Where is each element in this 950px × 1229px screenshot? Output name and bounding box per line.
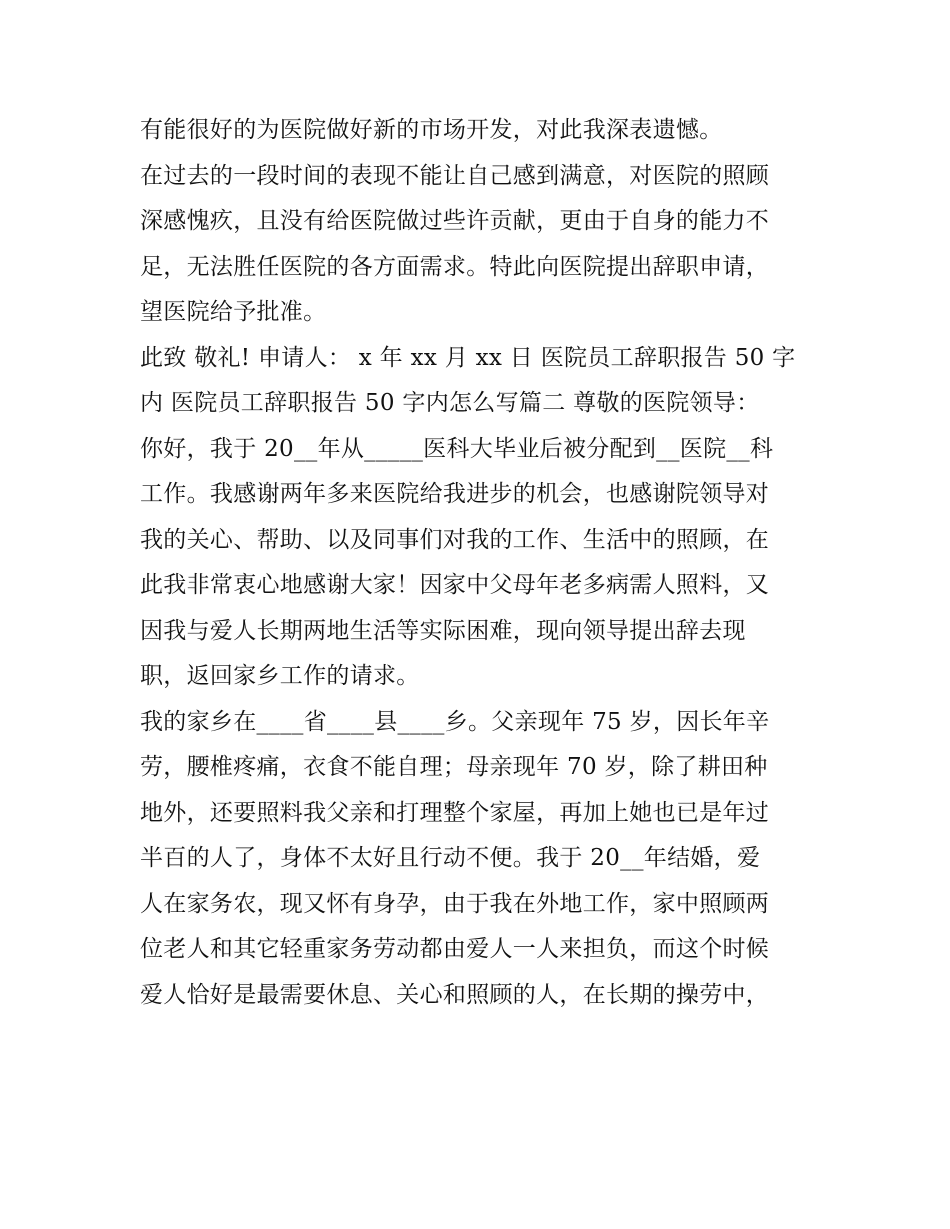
- text-line: 地外，还要照料我父亲和打理整个家屋，再加上她也已是年过: [140, 799, 770, 826]
- text-line: 在过去的一段时间的表现不能让自己感到满意，对医院的照顾: [140, 162, 770, 189]
- text-line: 工作。我感谢两年多来医院给我进步的机会，也感谢院领导对: [140, 481, 770, 507]
- text-line: 半百的人了，身体不太好且行动不便。我于 20__年结婚，爱: [140, 845, 761, 871]
- text-line: 此致 敬礼! 申请人： x 年 xx 月 xx 日 医院员工辞职报告 50 字: [140, 344, 796, 371]
- text-line: 望医院给予批准。: [140, 299, 327, 325]
- text-line: 人在家务农，现又怀有身孕，由于我在外地工作，家中照顾两: [140, 890, 770, 917]
- document-body: [140, 108, 820, 1018]
- text-line: 你好，我于 20__年从_____医科大毕业后被分配到__医院__科: [140, 435, 774, 462]
- text-line: 爱人恰好是最需要休息、关心和照顾的人，在长期的操劳中，: [140, 981, 770, 1008]
- text-line: 内 医院员工辞职报告 50 字内怎么写篇二 尊敬的医院领导：: [140, 390, 760, 416]
- text-line: 深感愧疚，且没有给医院做过些许贡献，更由于自身的能力不: [140, 208, 770, 234]
- text-line: 劳，腰椎疼痛，衣食不能自理；母亲现年 70 岁，除了耕田种: [140, 754, 768, 780]
- text-line: 位老人和其它轻重家务劳动都由爱人一人来担负，而这个时候: [140, 936, 770, 962]
- text-line: 我的家乡在____省____县____乡。父亲现年 75 岁，因长年辛: [140, 708, 770, 735]
- text-line: 我的关心、帮助、以及同事们对我的工作、生活中的照顾，在: [140, 526, 770, 553]
- text-line: 因我与爱人长期两地生活等实际困难，现向领导提出辞去现: [140, 617, 746, 644]
- text-line: 职，返回家乡工作的请求。: [140, 663, 420, 689]
- text-line: 此我非常衷心地感谢大家！因家中父母年老多病需人照料，又: [140, 572, 770, 598]
- text-line: 足，无法胜任医院的各方面需求。特此向医院提出辞职申请，: [140, 253, 770, 280]
- text-line: 有能很好的为医院做好新的市场开发，对此我深表遗憾。: [140, 117, 723, 143]
